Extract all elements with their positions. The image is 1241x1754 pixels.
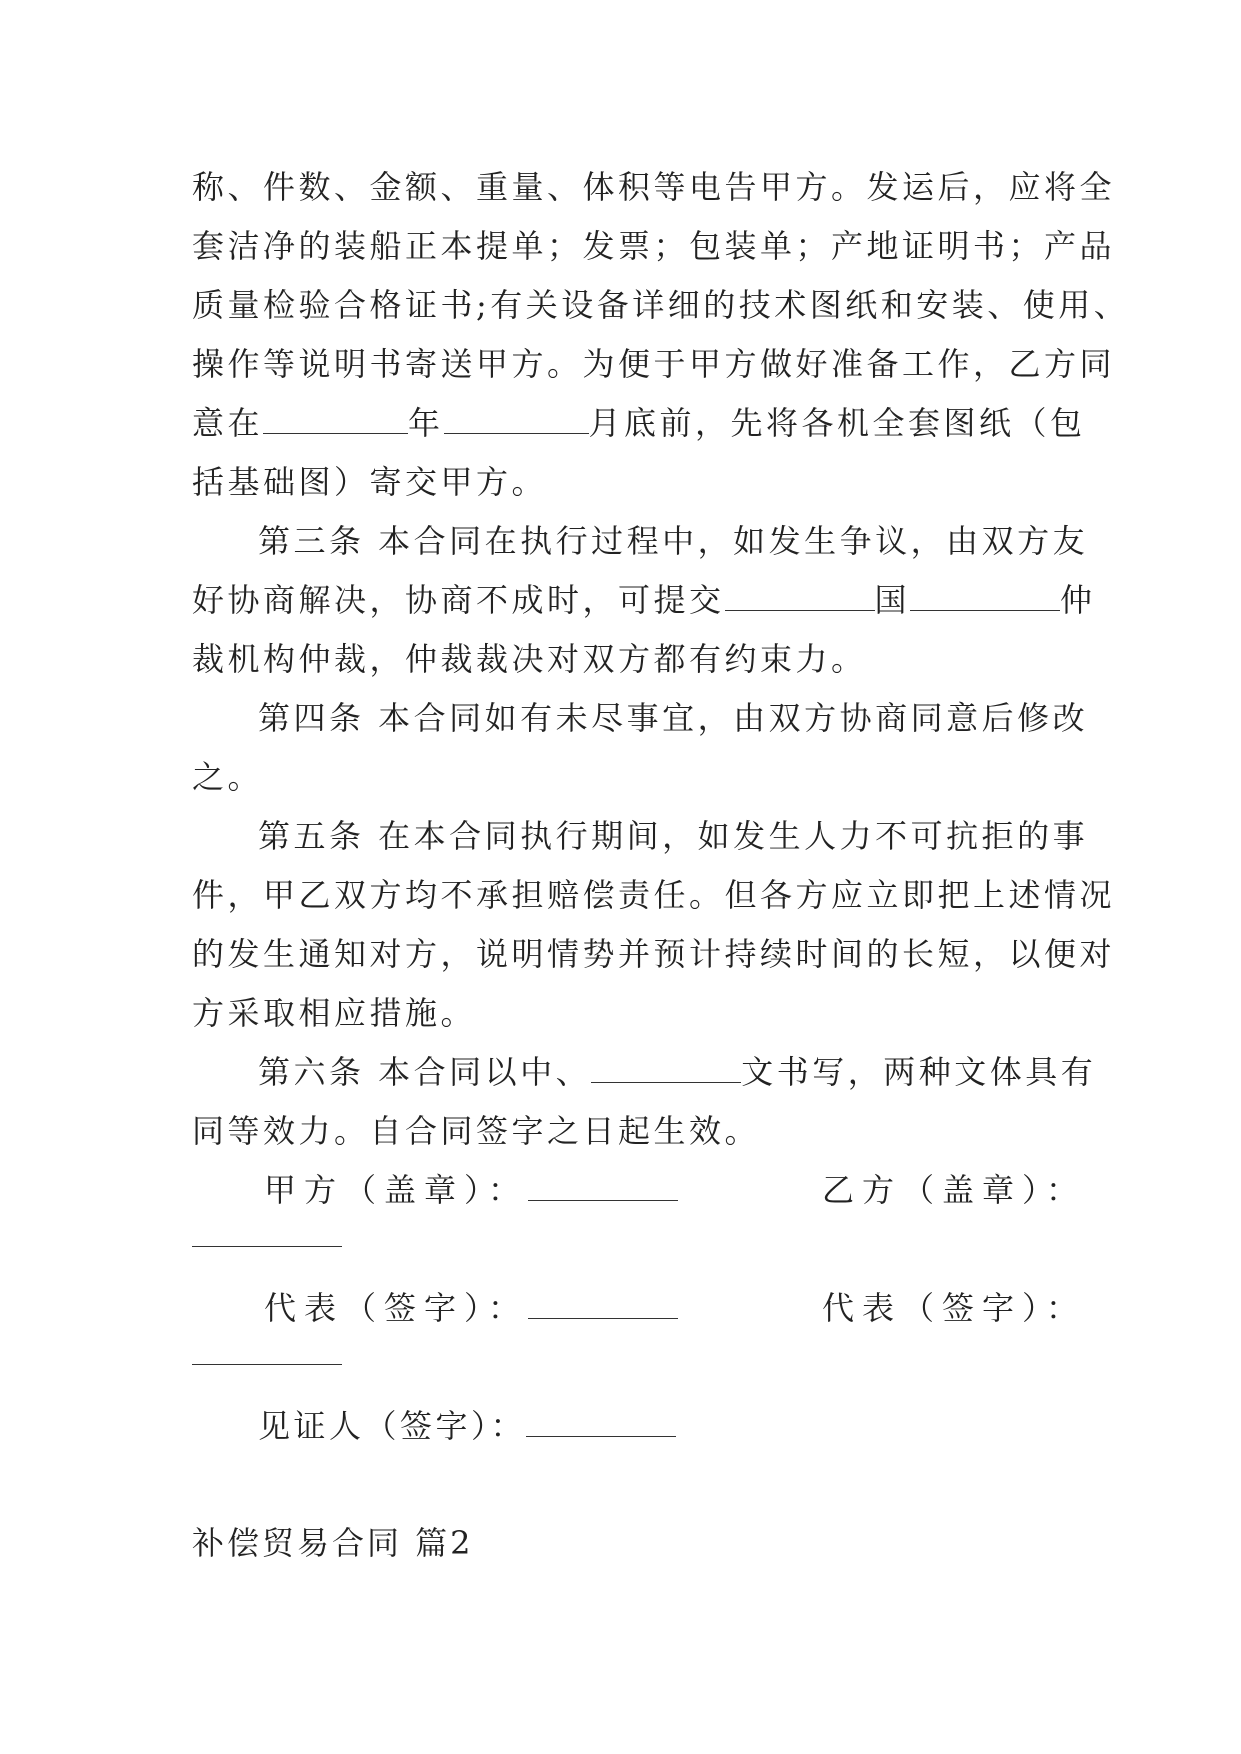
clause4-line2: 之。 (192, 758, 264, 796)
clause6-line1 (192, 1043, 1097, 1102)
next-section-title: 补偿贸易合同 篇2 (192, 1524, 474, 1562)
language-blank (591, 1056, 741, 1083)
party-b-seal-label: 乙方（盖章）： (822, 1171, 1087, 1209)
clause6-line1-b: 文书写，两种文体具有 (741, 1053, 1097, 1091)
clause5-line1: 第五条 在本合同执行期间，如发生人力不可抗拒的事 (258, 817, 1089, 855)
party-a-rep-label: 代表（签字）： (264, 1289, 529, 1327)
witness-blank (526, 1410, 676, 1437)
contract-page (192, 158, 1130, 1573)
clause2-line5-c: 月底前，先将各机全套图纸（包 (588, 404, 1086, 442)
party-b-rep-blank (192, 1338, 342, 1365)
witness-label: 见证人（签字）： (258, 1407, 527, 1445)
clause5-line4: 方采取相应措施。 (192, 994, 477, 1032)
party-b-rep-blank-row (192, 1338, 1054, 1397)
arbitration-blank (910, 584, 1060, 611)
clause2-line2: 套洁净的装船正本提单；发票；包装单；产地证明书；产品 (192, 227, 1116, 265)
seal-row (192, 1161, 1087, 1220)
clause3-line2 (192, 571, 1096, 630)
party-a-seal (264, 1161, 678, 1220)
party-b-seal-blank (192, 1220, 342, 1247)
clause2-line6: 括基础图）寄交甲方。 (192, 463, 548, 501)
clause2-line5-b: 年 (408, 404, 444, 442)
clause6-line2: 同等效力。自合同签字之日起生效。 (192, 1112, 761, 1150)
clause2-line1: 称、件数、金额、重量、体积等电告甲方。发运后，应将全 (192, 168, 1116, 206)
party-a-rep-blank (528, 1292, 678, 1319)
party-b-rep-label: 代表（签字）： (822, 1289, 1087, 1327)
party-a-rep (264, 1279, 678, 1338)
clause2-line5-a: 意在 (192, 404, 264, 442)
clause2-line3: 质量检验合格证书;有关设备详细的技术图纸和安装、使用、 (192, 286, 1130, 324)
year-blank (263, 407, 408, 434)
witness-row (192, 1397, 1054, 1456)
clause2-line4: 操作等说明书寄送甲方。为便于甲方做好准备工作，乙方同 (192, 345, 1116, 383)
clause3-line2-b: 国 (874, 581, 911, 619)
country-blank (725, 584, 875, 611)
rep-row (192, 1279, 1087, 1338)
clause3-line2-a: 好协商解决，协商不成时，可提交 (192, 581, 725, 619)
month-blank (444, 407, 589, 434)
clause6-line1-a: 第六条 本合同以中、 (258, 1053, 592, 1091)
clause3-line2-c: 仲 (1060, 581, 1096, 619)
party-b-seal-blank-row (192, 1220, 1054, 1279)
clause4-line1: 第四条 本合同如有未尽事宜，由双方协商同意后修改 (258, 699, 1089, 737)
party-a-seal-label: 甲方（盖章）： (264, 1171, 529, 1209)
clause2-line5 (192, 394, 1086, 453)
clause5-line3: 的发生通知对方，说明情势并预计持续时间的长短，以便对 (192, 935, 1116, 973)
clause3-line1: 第三条 本合同在执行过程中，如发生争议，由双方友 (258, 522, 1089, 560)
clause5-line2: 件，甲乙双方均不承担赔偿责任。但各方应立即把上述情况 (192, 876, 1116, 914)
party-a-seal-blank (528, 1174, 678, 1201)
clause3-line3: 裁机构仲裁，仲裁裁决对双方都有约束力。 (192, 640, 867, 678)
